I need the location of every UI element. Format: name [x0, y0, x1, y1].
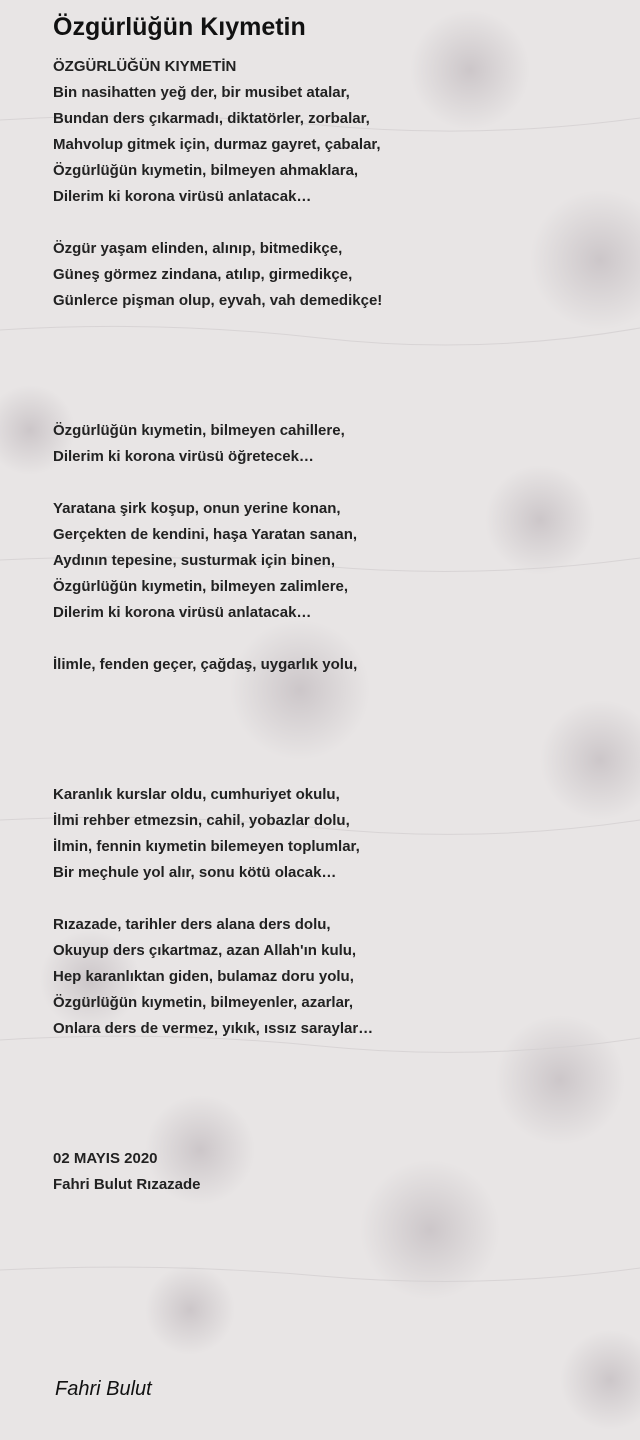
poem-content [53, 10, 613, 1198]
poem-line: Özgürlüğün kıymetin, bilmeyen ahmaklara, [53, 162, 359, 179]
poem-line: Mahvolup gitmek için, durmaz gayret, çabalar, [53, 136, 381, 153]
poem-body [53, 54, 613, 1198]
poem-line: Özgürlüğün kıymetin, bilmeyen cahillere, [53, 422, 345, 439]
author-signature[interactable]: Fahri Bulut [55, 1378, 152, 1400]
poem-title: Özgürlüğün Kıymetin [53, 13, 306, 41]
poem-line: İlmin, fennin kıymetin bilemeyen toplumlar, [53, 838, 360, 855]
poem-line: Bundan ders çıkarmadı, diktatörler, zorbalar, [53, 110, 370, 127]
poem-line: Özgür yaşam elinden, alınıp, bitmedikçe, [53, 240, 343, 257]
poem-line: Özgürlüğün kıymetin, bilmeyenler, azarlar, [53, 994, 354, 1011]
poem-line: Dilerim ki korona virüsü öğretecek… [53, 448, 314, 465]
poem-line: Onlara ders de vermez, yıkık, ıssız saraylar… [53, 1020, 374, 1037]
poem-line: Rızazade, tarihler ders alana ders dolu, [53, 916, 331, 933]
poem-line: Yaratana şirk koşup, onun yerine konan, [53, 500, 341, 517]
poem-author-line: Fahri Bulut Rızazade [53, 1176, 201, 1193]
poem-line: Günlerce pişman olup, eyvah, vah demedikçe! [53, 292, 383, 309]
poem-line: Karanlık kurslar oldu, cumhuriyet okulu, [53, 786, 340, 803]
poem-line: İlmi rehber etmezsin, cahil, yobazlar dolu, [53, 812, 350, 829]
poem-line: Hep karanlıktan giden, bulamaz doru yolu, [53, 968, 354, 985]
poem-line: Dilerim ki korona virüsü anlatacak… [53, 604, 312, 621]
poem-line: Güneş görmez zindana, atılıp, girmedikçe, [53, 266, 353, 283]
poem-line: Özgürlüğün kıymetin, bilmeyen zalimlere, [53, 578, 349, 595]
poem-heading: ÖZGÜRLÜĞÜN KIYMETİN [53, 58, 237, 75]
poem-line: Bin nasihatten yeğ der, bir musibet atalar, [53, 84, 350, 101]
poem-line: Gerçekten de kendini, haşa Yaratan sanan, [53, 526, 358, 543]
poem-line: Okuyup ders çıkartmaz, azan Allah'ın kulu, [53, 942, 357, 959]
poem-date: 02 MAYIS 2020 [53, 1150, 158, 1167]
poem-line: İlimle, fenden geçer, çağdaş, uygarlık yolu, [53, 656, 358, 673]
poem-line: Bir meçhule yol alır, sonu kötü olacak… [53, 864, 337, 881]
poem-line: Dilerim ki korona virüsü anlatacak… [53, 188, 312, 205]
poem-line: Aydının tepesine, susturmak için binen, [53, 552, 336, 569]
